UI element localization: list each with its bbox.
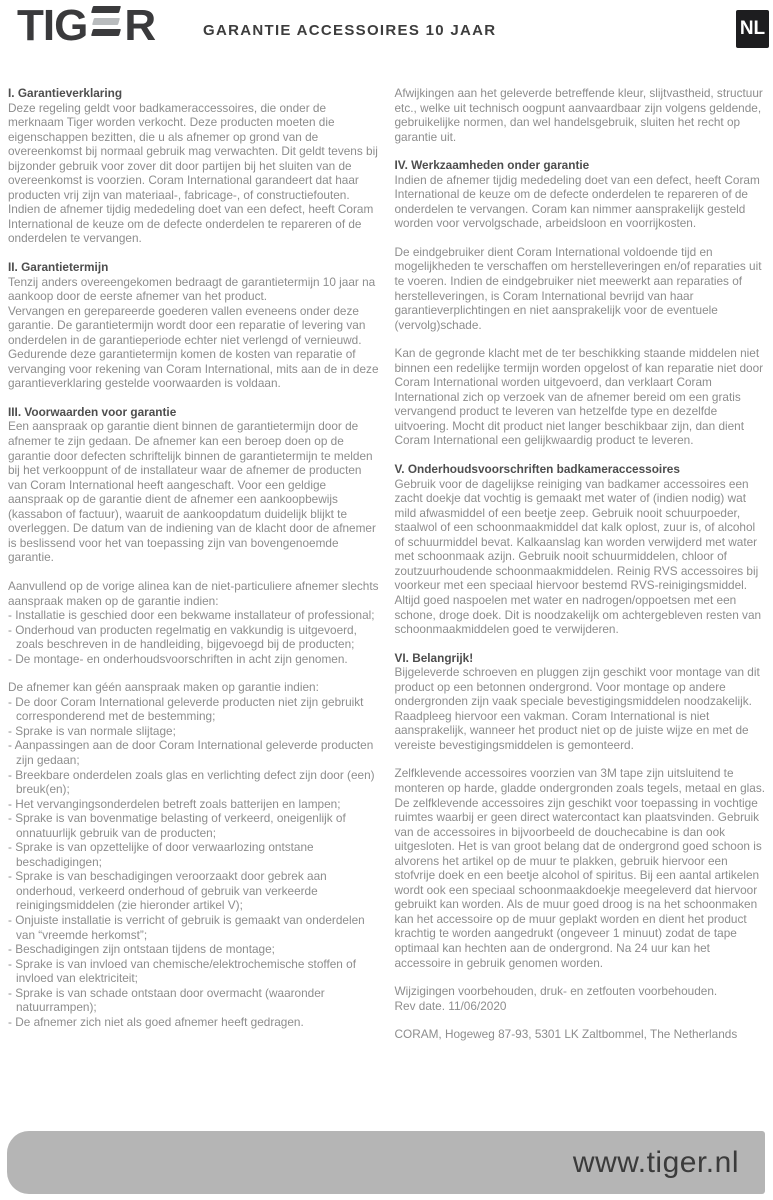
paragraph: Een aanspraak op garantie dient binnen de garantietermijn door de afnemer te zijn gedaan. De afnemer kan een beroep doen op de garantie door defecten schriftelijk binnen de garantietermijn te melden bij het verkooppunt of de installateur waar de afnemer de producten van Coram International heeft aangeschaft. Voor een geldige aanspraak op de garantie dient de afnemer een aankoopbewijs (kassabon of factuur), waaruit de aankoopdatum duidelijk blijkt te overleggen. De datum van de indiening van de klacht door de afnemer is beslissend voor het van toepassing zijn van bovengenoemde garantie. <box>8 419 376 565</box>
text-block <box>395 462 767 637</box>
logo-text-tig: TIG <box>17 1 88 50</box>
page-title: GARANTIE ACCESSOIRES 10 JAAR <box>203 22 497 39</box>
paragraph: Vervangen en gerepareerde goederen vallen eveneens onder deze garantie. De garantietermijn wordt door een reparatie of levering van onderdelen in de garantieperiode echter niet verlengd of vernieuwd. <box>8 303 366 347</box>
paragraph: Gebruik voor de dagelijkse reiniging van badkamer accessoires een zacht doekje dat vochtig is gemaakt met water of (indien nodig) wat mild afwasmiddel of een beetje zeep. Gebruik nooit schuurpoeder, staalwol of een schoonmaakmiddel dat kalk oplost, zuur is, of alcohol of schuurmiddel bevat. Kalkaanslag kan worden verwijderd met water met schoonmaak azijn. Gebruik nooit schuurmiddelen, chloor of zoutzuurhoudende schoonmaakmiddelen. Reinig RVS accessoires bij voorkeur met een speciaal hiervoor bestemd RVS-reinigingsmiddel. Altijd goed naspoelen met water en nadrogen/oppoetsen met een schone, droge doek. Dit is noodzakelijk om achtergebleven resten van schoonmaakmiddelen goed te verwijderen. <box>394 476 762 637</box>
paragraph: CORAM, Hogeweg 87-93, 5301 LK Zaltbommel, The Netherlands <box>394 1027 738 1042</box>
paragraph: Kan de gegronde klacht met de ter beschikking staande middelen niet binnen een redelijke termijn worden opgelost of kan reparatie niet door Coram International worden uitgevoerd, dan verklaart Coram International zich op verzoek van de afnemer bereid om een gratis vervangend product te leveren van hetzelfde type en dezelfde uitvoering. Mocht dit product niet langer beschikbaar zijn, dan dient Coram International een gelijkwaardig product te leveren. <box>394 346 764 448</box>
list-item: - Onjuiste installatie is verricht of gebruik is gemaakt van onderdelen van “vreemde herkomst”; <box>8 913 380 942</box>
paragraph: De eindgebruiker dient Coram International voldoende tijd en mogelijkheden te verschaffen om herstelleveringen en/of reparaties uit te voeren. Indien de eindgebruiker niet meewerkt aan reparaties of herstelleveringen, is Coram International bevrijd van haar garantieverplichtingen en niet aansprakelijk voor de eventuele (vervolg)schade. <box>394 244 762 332</box>
section-heading: II. Garantietermijn <box>8 260 109 275</box>
paragraph: Bijgeleverde schroeven en pluggen zijn geschikt voor montage van dit product op een betonnen ondergrond. Voor montage op andere ondergronden zijn vaak speciale bevestigingsmiddelen noodzakelijk. Raadpleeg hiervoor een vakman. Coram International is niet aansprakelijk, wanneer het product niet op de juiste wijze en met de vereiste bevestigingsmiddelen is gemonteerd. <box>394 665 760 752</box>
text-block <box>395 158 767 231</box>
paragraph: Afwijkingen aan het geleverde betreffende kleur, slijtvastheid, structuur etc., welke uit technisch oogpunt aanvaardbaar zijn volgens geldende, gebruikelijke normen, dan wel handelsgebruik, sluiten het recht op garantie uit. <box>394 86 763 144</box>
logo-e-bars-icon <box>92 6 120 36</box>
right-column <box>395 86 767 1128</box>
paragraph: Wijzigingen voorbehouden, druk- en zetfouten voorbehouden. <box>394 984 718 999</box>
list-item: - Onderhoud van producten regelmatig en vakkundig is uitgevoerd, zoals beschreven in de handleiding, bijgevoegd bij de producten; <box>8 623 380 652</box>
list-item: - De door Coram International geleverde producten niet zijn gebruikt corresponderend met de bestemming; <box>8 695 380 724</box>
text-block <box>395 245 767 332</box>
list-item: - Installatie is geschied door een bekwame installateur of professional; <box>8 608 380 623</box>
text-block <box>395 86 767 144</box>
text-block <box>8 579 380 666</box>
text-block <box>8 680 380 1029</box>
language-badge: NL <box>736 10 769 48</box>
list-item: - Breekbare onderdelen zoals glas en verlichting defect zijn door (een) breuk(en); <box>8 768 380 797</box>
text-block <box>8 260 380 391</box>
logo-e-bar-top <box>91 6 121 13</box>
paragraph: Rev date. 11/06/2020 <box>394 998 507 1013</box>
paragraph: Gedurende deze garantietermijn komen de kosten van reparatie of vervanging voor rekening van Coram International, mits aan de in deze garantieverklaring gestelde voorwaarden is voldaan. <box>8 347 379 391</box>
text-block <box>8 86 380 246</box>
list-item: - Sprake is van opzettelijke of door verwaarlozing ontstane beschadigingen; <box>8 840 380 869</box>
left-column <box>8 86 380 1128</box>
logo-e-bar-bottom <box>91 29 121 36</box>
list-item: - Sprake is van invloed van chemische/elektrochemische stoffen of invloed van elektriciteit; <box>8 957 380 986</box>
list-item: - Sprake is van schade ontstaan door overmacht (waaronder natuurrampen); <box>8 986 380 1015</box>
section-heading: IV. Werkzaamheden onder garantie <box>394 158 590 173</box>
text-block <box>395 346 767 448</box>
section-heading: VI. Belangrijk! <box>394 650 474 665</box>
document-body <box>8 86 766 1128</box>
document-header <box>0 0 773 82</box>
paragraph: De afnemer kan géén aanspraak maken op garantie indien: <box>8 680 319 695</box>
list-item: - Sprake is van bovenmatige belasting of verkeerd, oneigenlijk of onnatuurlijk gebruik van de producten; <box>8 811 380 840</box>
section-heading: I. Garantieverklaring <box>8 86 123 100</box>
footer-bar <box>7 1131 765 1194</box>
paragraph: Indien de afnemer tijdig mededeling doet van een defect, heeft Coram International de keuze om de defecte onderdelen te repareren of de onderdelen te vervangen. Coram kan nimmer aansprakelijk gesteld worden voor vervolgschade, arbeidsloon en voorrijkosten. <box>394 172 760 231</box>
section-heading: III. Voorwaarden voor garantie <box>8 404 177 419</box>
list-item: - Sprake is van normale slijtage; <box>8 724 380 739</box>
text-block <box>395 766 767 970</box>
text-block <box>395 984 767 1013</box>
logo-e-bar-middle <box>92 18 120 25</box>
list-item: - Aanpassingen aan de door Coram International geleverde producten zijn gedaan; <box>8 738 380 767</box>
website-url: www.tiger.nl <box>572 1145 739 1179</box>
list-item: - De montage- en onderhoudsvoorschriften in acht zijn genomen. <box>8 652 380 667</box>
list-item: - De afnemer zich niet als goed afnemer heeft gedragen. <box>8 1015 380 1030</box>
text-block <box>8 405 380 565</box>
list-item: - Beschadigingen zijn ontstaan tijdens de montage; <box>8 942 380 957</box>
text-block <box>395 651 767 753</box>
paragraph: Zelfklevende accessoires voorzien van 3M tape zijn uitsluitend te monteren op harde, gladde ondergronden zoals tegels, metaal en glas. De zelfklevende accessoires zijn geschikt voor toepassing in vochtige ruimtes waarbij er geen direct watercontact kan plaatsvinden. Gebruik van de accessoires in bijvoorbeeld de douchecabine is dan ook uitgesloten. Het is van groot belang dat de ondergrond goed schoon is alvorens het artikel op de muur te plakken, gebruik hiervoor een stofvrije doek en een beetje alcohol of spiritus. Bij een aantal artikelen wordt ook een speciaal schoonmaakdoekje meegeleverd dat hiervoor gebruikt kan worden. Als de muur goed droog is na het schoonmaken kan het accessoire op de muur geplakt worden en dient het product krachtig te worden aangedrukt (ongeveer 1 minuut) zodat de tape optimaal kan hechten aan de ondergrond. Na 24 uur kan het accessoire in gebruik genomen worden. <box>394 766 766 970</box>
text-block <box>395 1027 767 1042</box>
section-heading: V. Onderhoudsvoorschriften badkameraccessoires <box>394 462 680 477</box>
tiger-logo <box>17 1 156 50</box>
list-item: - Sprake is van beschadigingen veroorzaakt door gebrek aan onderhoud, verkeerd onderhoud of gebruik van verkeerde reinigingsmiddelen (zie hieronder artikel V); <box>8 869 380 913</box>
paragraph: Deze regeling geldt voor badkameraccessoires, die onder de merknaam Tiger worden verkocht. Deze producten moeten die eigenschappen bezitten, die u als afnemer op grond van de overeenkomst bij normaal gebruik mag verwachten. Dit geldt tevens bij bijzonder gebruik voor zover dit door partijen bij het sluiten van de overeenkomst is voorzien. Coram International garandeert dat haar producten vrij zijn van materiaal-, fabricage-, of constructiefouten. Indien de afnemer tijdig mededeling doet van een defect, heeft Coram International de keuze om de defecte onderdelen te repareren of de onderdelen te vervangen. <box>8 100 378 246</box>
logo-text-r: R <box>124 1 156 50</box>
paragraph: Aanvullend op de vorige alinea kan de niet-particuliere afnemer slechts aanspraak maken op de garantie indien: <box>8 578 379 608</box>
list-item: - Het vervangingsonderdelen betreft zoals batterijen en lampen; <box>8 797 380 812</box>
paragraph: Tenzij anders overeengekomen bedraagt de garantietermijn 10 jaar na aankoop door de eerste afnemer van het product. <box>8 274 376 304</box>
